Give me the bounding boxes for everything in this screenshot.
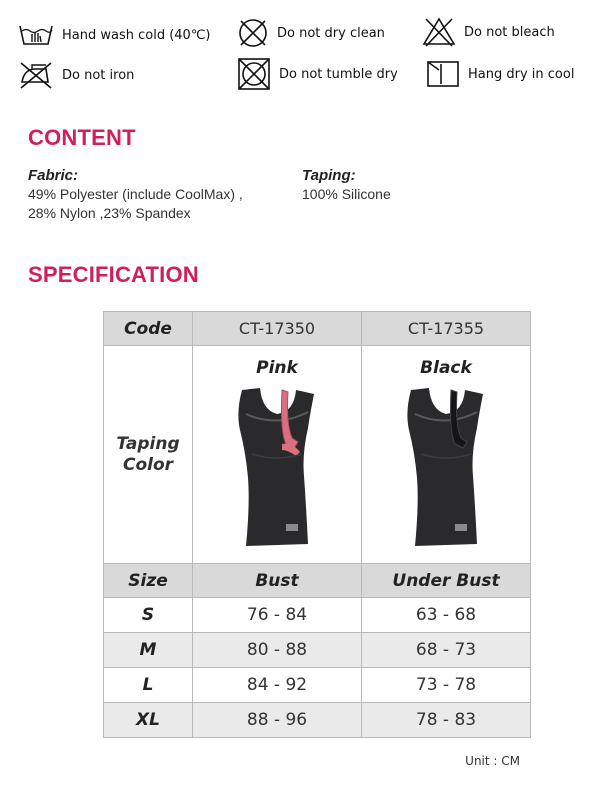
specification-heading: SPECIFICATION	[28, 262, 199, 287]
bust-header-cell	[193, 564, 362, 598]
size-value: M	[139, 640, 157, 660]
black-color-name: Black	[420, 358, 472, 378]
size-value: XL	[136, 710, 160, 730]
under-bust-header: Under Bust	[392, 570, 500, 591]
bust-value: 76 - 84	[246, 605, 308, 625]
content-heading: CONTENT	[28, 125, 136, 150]
no-dry-clean-label: Do not dry clean	[277, 25, 385, 41]
under-bust-header-cell	[362, 564, 531, 598]
bust-header: Bust	[255, 570, 299, 591]
bust-value: 88 - 96	[246, 710, 308, 730]
hand-wash-icon	[18, 22, 54, 48]
size-value: L	[142, 675, 154, 695]
under-bust-value: 73 - 78	[415, 675, 477, 695]
taping-block	[302, 166, 391, 204]
bust-cell	[193, 633, 362, 668]
unit-note: Unit : CM	[465, 754, 520, 768]
black-variant-cell	[362, 346, 531, 564]
bust-value: 80 - 88	[246, 640, 308, 660]
hang-dry-label: Hang dry in cool	[468, 66, 575, 82]
taping-color-label-2: Color	[122, 454, 174, 475]
size-cell	[104, 703, 193, 738]
code-label-cell	[104, 312, 193, 346]
black-tank-top-image	[391, 384, 501, 552]
care-hang-dry	[426, 60, 574, 88]
bust-value: 84 - 92	[246, 675, 308, 695]
bust-cell	[193, 598, 362, 633]
no-tumble-label: Do not tumble dry	[279, 66, 398, 82]
size-cell	[104, 668, 193, 703]
under-bust-cell	[362, 598, 531, 633]
under-bust-cell	[362, 633, 531, 668]
no-dry-clean-icon	[237, 17, 269, 49]
taping-color-label-cell	[104, 346, 193, 564]
no-iron-icon	[18, 60, 54, 90]
care-hand-wash	[18, 22, 211, 48]
fabric-line-1: 49% Polyester (include CoolMax) ,	[28, 186, 243, 202]
code-value-2: CT-17355	[407, 319, 485, 338]
pink-color-name: Pink	[256, 358, 298, 378]
pink-tank-top-image	[222, 384, 332, 552]
bust-cell	[193, 668, 362, 703]
care-no-tumble	[237, 57, 398, 91]
care-no-dry-clean	[237, 17, 385, 49]
table-row	[104, 668, 531, 703]
fabric-label: Fabric:	[28, 167, 79, 184]
under-bust-cell	[362, 668, 531, 703]
measure-header-row	[104, 564, 531, 598]
code-label: Code	[124, 318, 172, 339]
pink-variant-cell	[193, 346, 362, 564]
taping-label: Taping:	[302, 167, 356, 184]
hang-dry-icon	[426, 60, 460, 88]
size-value: S	[141, 605, 155, 625]
size-cell	[104, 598, 193, 633]
no-iron-label: Do not iron	[62, 67, 135, 83]
code-cell-1	[193, 312, 362, 346]
bust-cell	[193, 703, 362, 738]
no-bleach-label: Do not bleach	[464, 24, 555, 40]
taping-color-label-1: Taping	[116, 433, 180, 454]
table-row	[104, 598, 531, 633]
no-bleach-icon	[422, 17, 456, 47]
table-row	[104, 703, 531, 738]
code-row	[104, 312, 531, 346]
code-cell-2	[362, 312, 531, 346]
size-header: Size	[128, 570, 168, 591]
no-tumble-dry-icon	[237, 57, 271, 91]
care-no-bleach	[422, 17, 555, 47]
hand-wash-label: Hand wash cold (40℃)	[62, 27, 211, 43]
fabric-line-2: 28% Nylon ,23% Spandex	[28, 205, 191, 221]
fabric-block	[28, 166, 243, 223]
taping-value: 100% Silicone	[302, 186, 391, 202]
taping-color-row	[104, 346, 531, 564]
care-instructions	[0, 0, 600, 110]
code-value-1: CT-17350	[238, 319, 316, 338]
size-header-cell	[104, 564, 193, 598]
size-cell	[104, 633, 193, 668]
care-no-iron	[18, 60, 134, 90]
under-bust-value: 78 - 83	[415, 710, 477, 730]
under-bust-value: 63 - 68	[415, 605, 477, 625]
under-bust-value: 68 - 73	[415, 640, 477, 660]
specification-table	[103, 311, 531, 738]
under-bust-cell	[362, 703, 531, 738]
table-row	[104, 633, 531, 668]
